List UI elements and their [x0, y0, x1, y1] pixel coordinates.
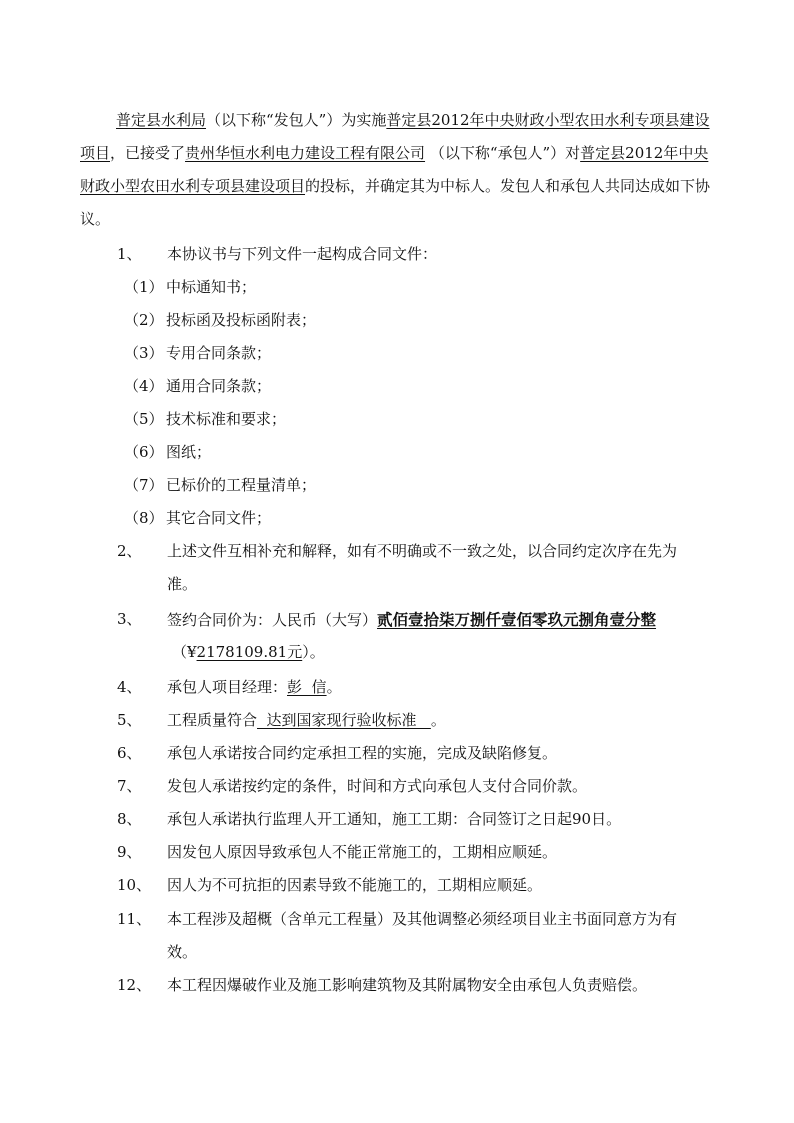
quality-standard: 达到国家现行验收标准 — [257, 711, 431, 729]
document-number: （8） — [124, 509, 164, 527]
clause-text: 承包人承诺执行监理人开工通知，施工工期：合同签订之日起90日。 — [167, 810, 622, 828]
clause-text: 发包人承诺按约定的条件，时间和方式向承包人支付合同价款。 — [167, 777, 588, 795]
document-number: （3） — [124, 344, 164, 362]
employer-name: 普定县水利局 — [116, 111, 207, 129]
price-in-figures: 2178109.81元 — [196, 643, 303, 661]
clause-8 — [117, 803, 717, 836]
intro-text-4: 的投标，并确定其为中标人。发包人和承包人共同达成如下协议。 — [80, 177, 711, 228]
document-item-8 — [124, 502, 684, 535]
document-item-2 — [124, 304, 684, 337]
document-number: （6） — [124, 443, 164, 461]
manager-suffix: 。 — [326, 678, 342, 696]
document-text: 已标价的工程量清单； — [166, 476, 317, 494]
document-item-7 — [124, 469, 684, 502]
document-item-6 — [124, 436, 684, 469]
document-item-5 — [124, 403, 684, 436]
clause-text: 本协议书与下列文件一起构成合同文件： — [167, 245, 438, 263]
clause-number: 8、 — [117, 810, 142, 828]
clause-5 — [117, 704, 717, 737]
document-item-3 — [124, 337, 684, 370]
intro-paragraph — [80, 104, 716, 236]
document-item-1 — [124, 271, 684, 304]
clause-number: 2、 — [117, 542, 142, 560]
clause-number: 6、 — [117, 744, 142, 762]
price-label: 签约合同价为：人民币（大写） — [167, 611, 378, 629]
clause-number: 3、 — [117, 610, 142, 628]
project-name: 普定县2012年中央财政小型农田水利专项县建设项目 — [80, 111, 710, 162]
clause-text-line-1: 上述文件互相补充和解释，如有不明确或不一致之处，以合同约定次序在先为 — [167, 542, 678, 560]
clause-text: 本工程因爆破作业及施工影响建筑物及其附属物安全由承包人负责赔偿。 — [167, 976, 648, 994]
document-text: 其它合同文件； — [166, 509, 272, 527]
document-text: 通用合同条款； — [166, 377, 272, 395]
price-in-words: 贰佰壹拾柒万捌仟壹佰零玖元捌角壹分整 — [377, 610, 657, 629]
clause-text: 因发包人原因导致承包人不能正常施工的，工期相应顺延。 — [167, 843, 558, 861]
clause-number: 4、 — [117, 678, 142, 696]
document-text: 投标函及投标函附表； — [166, 311, 317, 329]
document-number: （5） — [124, 410, 164, 428]
clause-text-line-1: 本工程涉及超概（含单元工程量）及其他调整必须经项目业主书面同意方为有 — [167, 910, 678, 928]
quality-suffix: 。 — [430, 711, 446, 729]
clause-number: 7、 — [117, 777, 142, 795]
clause-text-line-2: 准。 — [167, 575, 198, 593]
clause-4 — [117, 671, 717, 704]
clause-12 — [117, 969, 717, 1002]
clause-number: 12、 — [117, 976, 152, 994]
clause-11 — [117, 903, 717, 969]
clause-3 — [117, 603, 717, 669]
document-text: 图纸； — [166, 443, 212, 461]
intro-text-1: （以下称“发包人”）为实施 — [206, 111, 387, 129]
quality-label: 工程质量符合 — [167, 711, 258, 729]
document-item-4 — [124, 370, 684, 403]
document-text: 中标通知书； — [166, 278, 257, 296]
project-name-repeat: 普定县2012年中央财政小型农田水利专项县建设项目 — [80, 144, 709, 195]
clause-number: 1、 — [117, 245, 142, 263]
clause-2 — [117, 535, 717, 601]
document-text: 专用合同条款； — [166, 344, 272, 362]
clause-text — [167, 671, 717, 704]
document-number: （2） — [124, 311, 164, 329]
clause-text: 因人为不可抗拒的因素导致不能施工的，工期相应顺延。 — [167, 876, 543, 894]
clause-6 — [117, 737, 717, 770]
clause-text — [167, 704, 717, 737]
price-paren-close: ）。 — [302, 643, 325, 661]
clause-text: 承包人承诺按合同约定承担工程的实施，完成及缺陷修复。 — [167, 744, 558, 762]
clause-text — [167, 603, 717, 637]
intro-text-3: （以下称“承包人”）对 — [425, 144, 581, 162]
price-figure-line — [172, 636, 722, 669]
manager-label: 承包人项目经理： — [167, 678, 288, 696]
clause-text-line-2: 效。 — [167, 943, 198, 961]
clause-9 — [117, 836, 717, 869]
document-number: （7） — [124, 476, 164, 494]
price-paren-open: （¥ — [172, 643, 197, 661]
clause-number: 11、 — [117, 910, 152, 928]
clause-number: 9、 — [117, 843, 142, 861]
clause-7 — [117, 770, 717, 803]
document-number: （4） — [124, 377, 164, 395]
clause-number: 5、 — [117, 711, 142, 729]
clause-10 — [117, 869, 717, 902]
clause-number: 10、 — [117, 876, 152, 894]
document-number: （1） — [124, 278, 164, 296]
project-manager-name: 彭 信 — [287, 678, 327, 696]
clause-1 — [117, 238, 717, 271]
document-text: 技术标准和要求； — [166, 410, 287, 428]
contractor-name: 贵州华恒水利电力建设工程有限公司 — [185, 144, 426, 162]
intro-text-2: ，已接受了 — [110, 144, 186, 162]
